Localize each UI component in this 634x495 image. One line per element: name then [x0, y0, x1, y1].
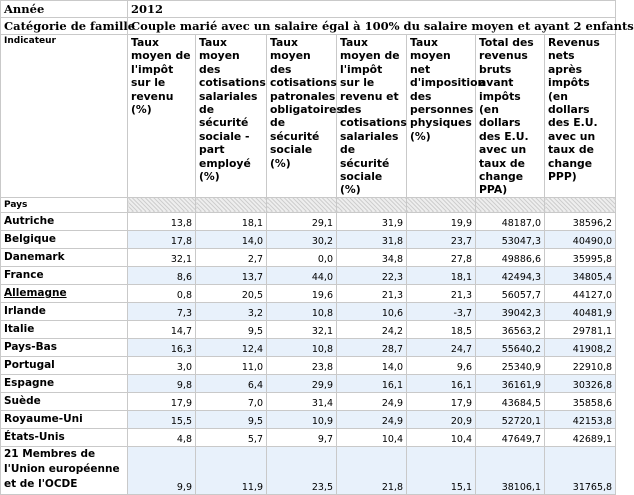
column-header: Revenus nets après impôts (en dollars des E.U. avec un taux de change PPP) [545, 35, 616, 198]
cell-value: 24,7 [407, 338, 476, 356]
cell-value: 48187,0 [476, 212, 545, 230]
cell-value: 35995,8 [545, 248, 616, 266]
cell-value: 41908,2 [545, 338, 616, 356]
cell-value: 17,9 [407, 392, 476, 410]
country-name: Espagne [1, 374, 128, 392]
country-name: Royaume-Uni [1, 410, 128, 428]
cell-value: 16,1 [407, 374, 476, 392]
cell-value: 10,4 [337, 428, 407, 446]
table-row [1, 410, 616, 428]
cell-value: 15,5 [128, 410, 196, 428]
cell-value: 17,8 [128, 230, 196, 248]
table-row [1, 284, 616, 302]
table-row [1, 428, 616, 446]
country-name: Belgique [1, 230, 128, 248]
cell-value: 21,3 [337, 284, 407, 302]
cell-value: 19,9 [407, 212, 476, 230]
cell-value: 52720,1 [476, 410, 545, 428]
cell-value: 29781,1 [545, 320, 616, 338]
cell-value: 18,1 [407, 266, 476, 284]
cell-value: 0,8 [128, 284, 196, 302]
table-row [1, 356, 616, 374]
country-name-link[interactable]: Allemagne [1, 284, 128, 302]
cell-value: 14,7 [128, 320, 196, 338]
cell-value: 6,4 [196, 374, 267, 392]
country-name: Pays-Bas [1, 338, 128, 356]
country-name: Portugal [1, 356, 128, 374]
cell-value: 21,8 [337, 446, 407, 494]
cell-value: 27,8 [407, 248, 476, 266]
cell-value: 40481,9 [545, 302, 616, 320]
cell-value: 39042,3 [476, 302, 545, 320]
cell-value: 31,8 [337, 230, 407, 248]
table-row [1, 446, 616, 494]
header-row [1, 35, 616, 198]
cell-value: 17,9 [128, 392, 196, 410]
cell-value: 9,5 [196, 410, 267, 428]
table-row [1, 392, 616, 410]
cell-value: 22910,8 [545, 356, 616, 374]
cell-value: 2,7 [196, 248, 267, 266]
cell-value: 13,7 [196, 266, 267, 284]
country-name: Danemark [1, 248, 128, 266]
cell-value: 42494,3 [476, 266, 545, 284]
cell-value: 34,8 [337, 248, 407, 266]
cell-value: 10,9 [267, 410, 337, 428]
cell-value: 5,7 [196, 428, 267, 446]
cell-value: 3,0 [128, 356, 196, 374]
cell-value: 15,1 [407, 446, 476, 494]
cell-value: 36161,9 [476, 374, 545, 392]
cell-value: 42689,1 [545, 428, 616, 446]
column-header: Taux moyen des cotisations salariales de sécurité sociale - part employé (%) [196, 35, 267, 198]
cell-value: 47649,7 [476, 428, 545, 446]
cell-value: 35858,6 [545, 392, 616, 410]
cell-value: 8,6 [128, 266, 196, 284]
pays-row [1, 197, 616, 212]
cell-value: 9,8 [128, 374, 196, 392]
column-header: Taux moyen des cotisations patronales obligatoires de sécurité sociale (%) [267, 35, 337, 198]
cell-value: 49886,6 [476, 248, 545, 266]
cell-value: 22,3 [337, 266, 407, 284]
cell-value: 10,4 [407, 428, 476, 446]
column-header: Taux moyen de l'impôt sur le revenu (%) [128, 35, 196, 198]
cell-value: 9,6 [407, 356, 476, 374]
cell-value: 11,9 [196, 446, 267, 494]
table-row [1, 266, 616, 284]
cell-value: 31,9 [337, 212, 407, 230]
cell-value: 7,3 [128, 302, 196, 320]
country-name: Italie [1, 320, 128, 338]
column-header: Taux moyen de l'impôt sur le revenu et des cotisations salariales de sécurité sociale (%) [337, 35, 407, 198]
cell-value: 42153,8 [545, 410, 616, 428]
cell-value: 25340,9 [476, 356, 545, 374]
cell-value: 16,1 [337, 374, 407, 392]
cell-value: 20,5 [196, 284, 267, 302]
cell-value: 9,7 [267, 428, 337, 446]
cell-value: -3,7 [407, 302, 476, 320]
cell-value: 34805,4 [545, 266, 616, 284]
cell-value: 38106,1 [476, 446, 545, 494]
annee-label: Année [1, 1, 128, 18]
table-row [1, 320, 616, 338]
country-name: États-Unis [1, 428, 128, 446]
categorie-label: Catégorie de famille [1, 18, 128, 35]
country-name: France [1, 266, 128, 284]
cell-value: 36563,2 [476, 320, 545, 338]
cell-value: 21,3 [407, 284, 476, 302]
cell-value: 14,0 [196, 230, 267, 248]
cell-value: 44127,0 [545, 284, 616, 302]
table-row [1, 248, 616, 266]
cell-value: 55640,2 [476, 338, 545, 356]
cell-value: 7,0 [196, 392, 267, 410]
cell-value: 18,1 [196, 212, 267, 230]
cell-value: 10,6 [337, 302, 407, 320]
cell-value: 4,8 [128, 428, 196, 446]
column-header: Total des revenus bruts avant impôts (en dollars des E.U. avec un taux de change PPA) [476, 35, 545, 198]
cell-value: 53047,3 [476, 230, 545, 248]
cell-value: 20,9 [407, 410, 476, 428]
country-name: Irlande [1, 302, 128, 320]
table-row [1, 338, 616, 356]
cell-value: 56057,7 [476, 284, 545, 302]
cell-value: 9,5 [196, 320, 267, 338]
cell-value: 14,0 [337, 356, 407, 374]
country-name: Suède [1, 392, 128, 410]
country-name: Autriche [1, 212, 128, 230]
category-row [1, 18, 616, 35]
cell-value: 29,9 [267, 374, 337, 392]
cell-value: 31765,8 [545, 446, 616, 494]
year-row [1, 1, 616, 18]
cell-value: 13,8 [128, 212, 196, 230]
cell-value: 23,7 [407, 230, 476, 248]
cell-value: 18,5 [407, 320, 476, 338]
cell-value: 16,3 [128, 338, 196, 356]
table-row [1, 302, 616, 320]
cell-value: 12,4 [196, 338, 267, 356]
table-row [1, 374, 616, 392]
cell-value: 31,4 [267, 392, 337, 410]
column-header: Taux moyen net d'imposition des personnes physiques (%) [407, 35, 476, 198]
cell-value: 24,9 [337, 410, 407, 428]
cell-value: 38596,2 [545, 212, 616, 230]
cell-value: 32,1 [128, 248, 196, 266]
cell-value: 11,0 [196, 356, 267, 374]
cell-value: 30326,8 [545, 374, 616, 392]
categorie-value: Couple marié avec un salaire égal à 100% du salaire moyen et ayant 2 enfants [128, 18, 616, 35]
cell-value: 10,8 [267, 302, 337, 320]
cell-value: 30,2 [267, 230, 337, 248]
cell-value: 40490,0 [545, 230, 616, 248]
annee-value: 2012 [128, 1, 616, 18]
country-name: 21 Membres de l'Union européenne et de l'OCDE [1, 446, 128, 494]
cell-value: 24,2 [337, 320, 407, 338]
cell-value: 43684,5 [476, 392, 545, 410]
cell-value: 10,8 [267, 338, 337, 356]
pays-label: Pays [1, 197, 128, 212]
cell-value: 0,0 [267, 248, 337, 266]
table-row [1, 230, 616, 248]
cell-value: 44,0 [267, 266, 337, 284]
cell-value: 32,1 [267, 320, 337, 338]
cell-value: 29,1 [267, 212, 337, 230]
cell-value: 3,2 [196, 302, 267, 320]
cell-value: 23,8 [267, 356, 337, 374]
cell-value: 24,9 [337, 392, 407, 410]
indicateur-label: Indicateur [1, 35, 128, 198]
cell-value: 9,9 [128, 446, 196, 494]
cell-value: 28,7 [337, 338, 407, 356]
cell-value: 19,6 [267, 284, 337, 302]
table-row [1, 212, 616, 230]
cell-value: 23,5 [267, 446, 337, 494]
